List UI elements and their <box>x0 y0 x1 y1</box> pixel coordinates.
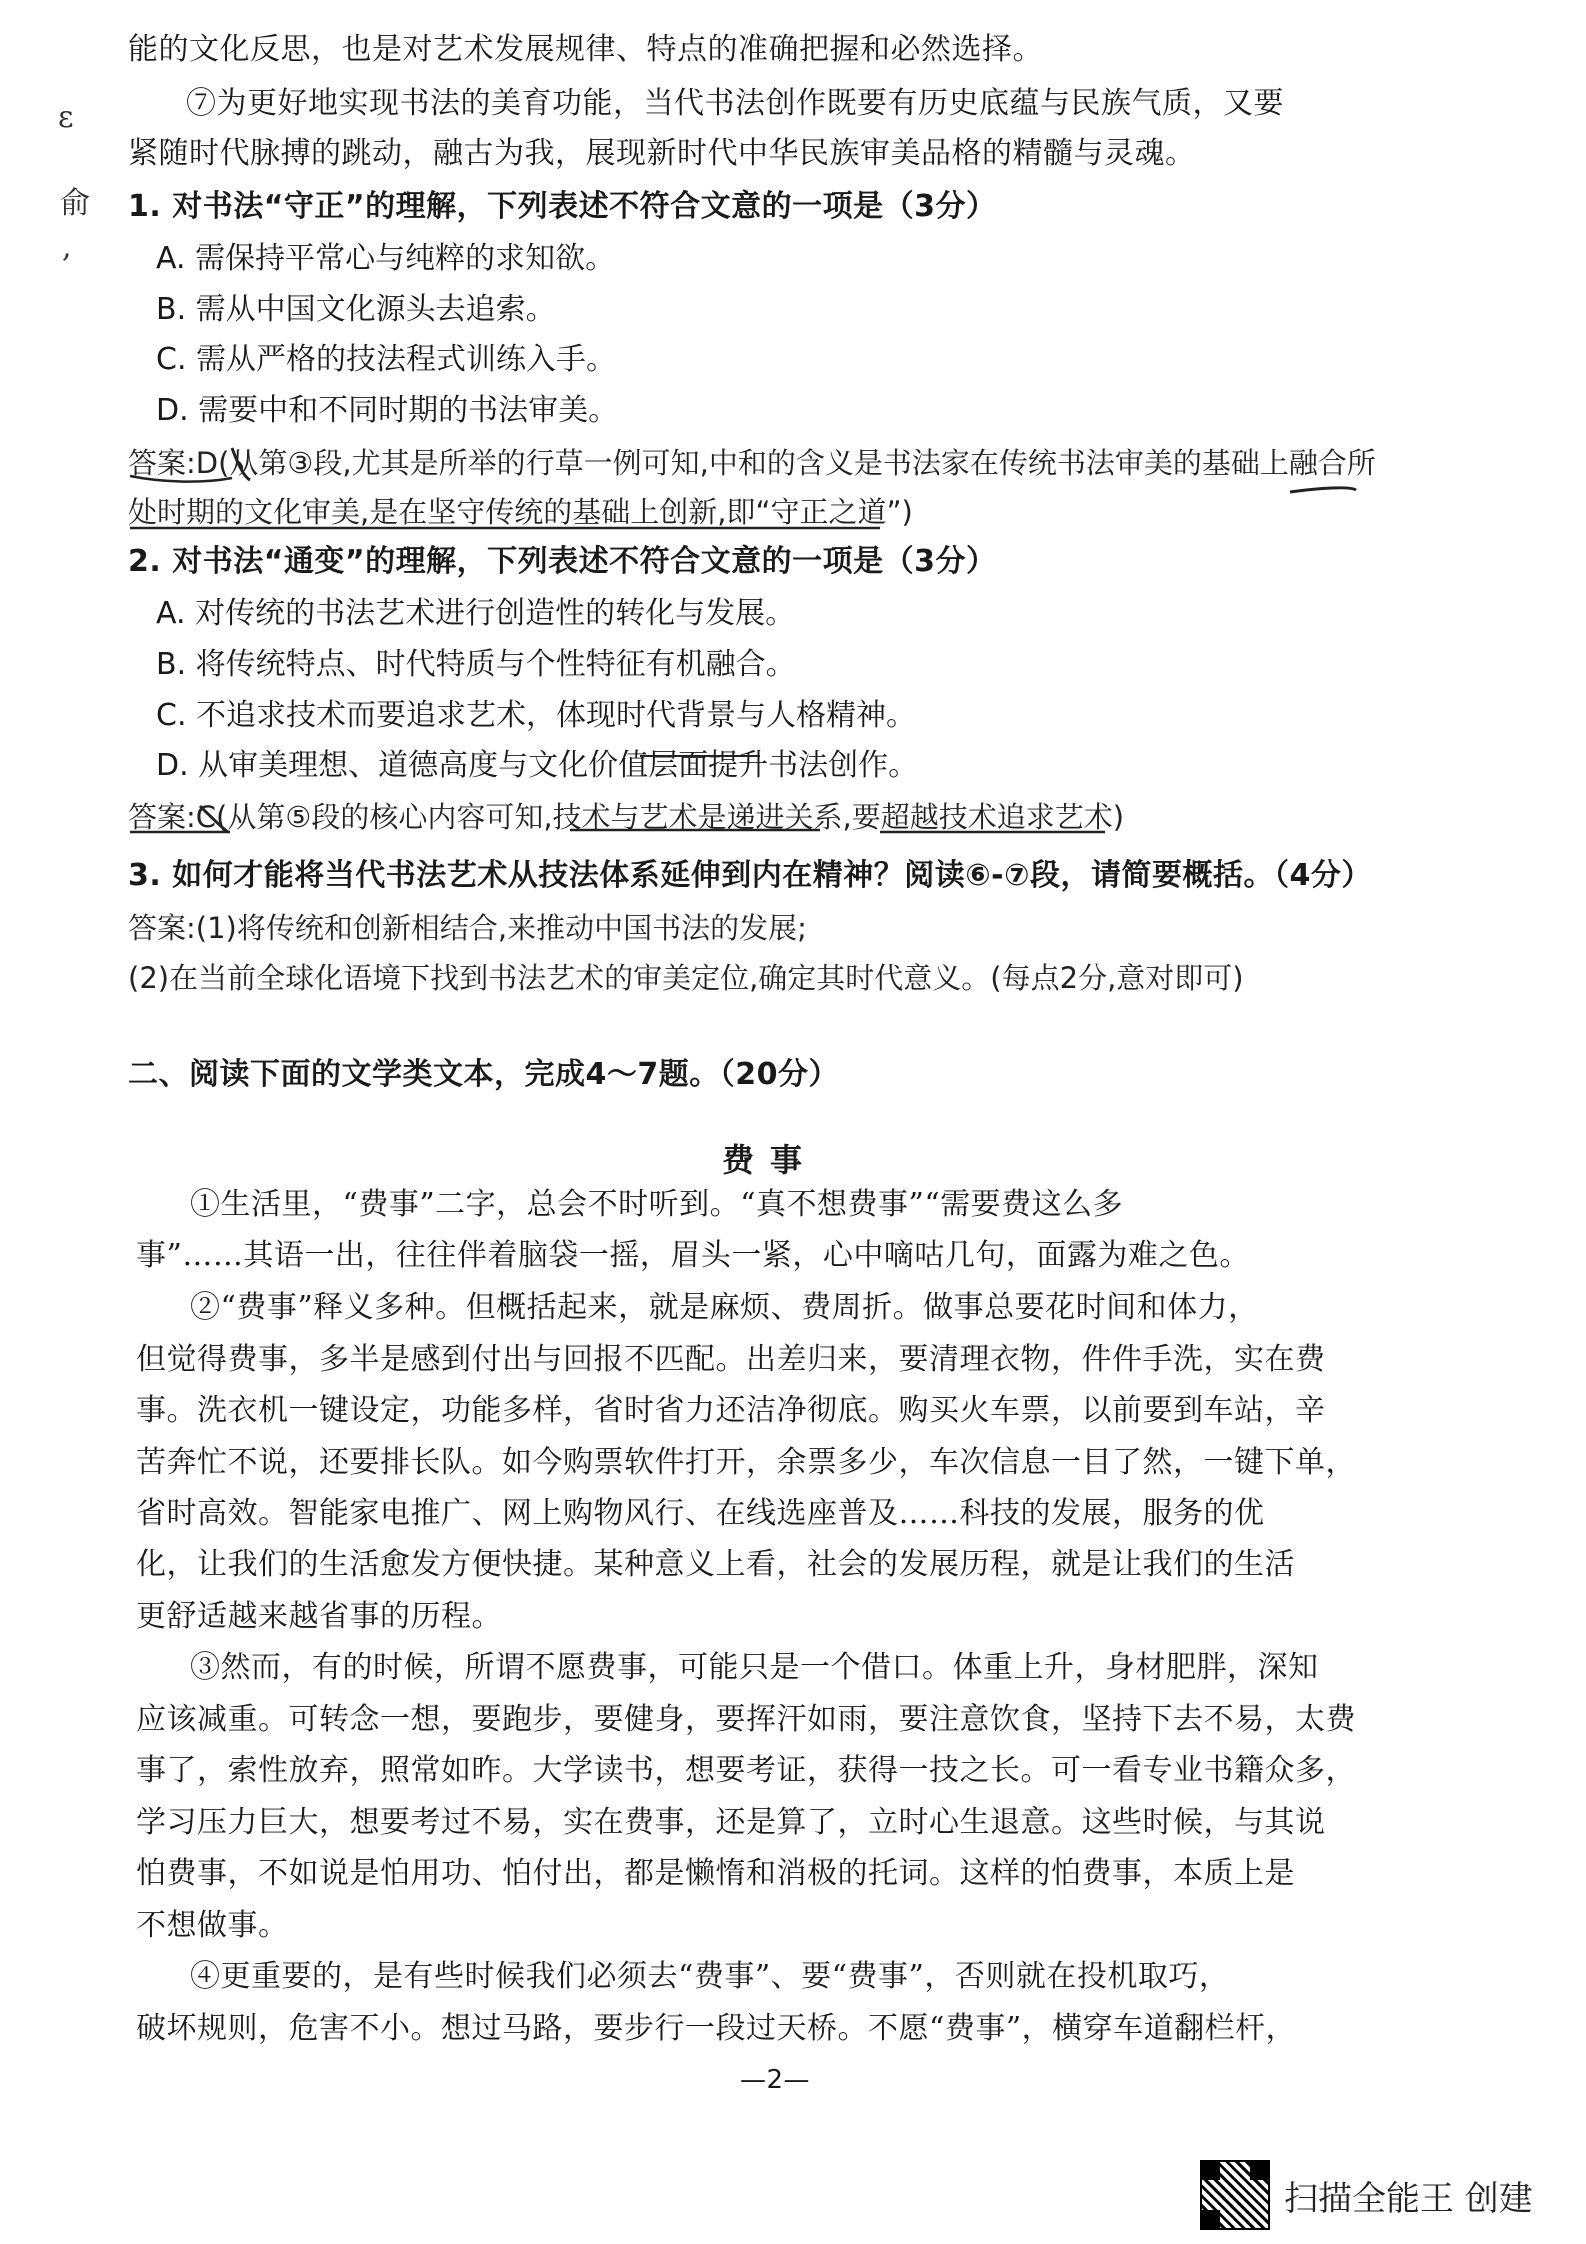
answer-text: 答案:(1)将传统和创新相结合,来推动中国书法的发展; <box>128 911 807 945</box>
answer-text: 答案:D(从第③段,尤其是所举的行草一例可知,中和的含义是书法家在传统书法审美的基础上融合所 <box>128 446 1376 480</box>
answer-text: 处时期的文化审美,是在坚守传统的基础上创新,即“守正之道”) <box>128 495 913 529</box>
option-c: C. 需从严格的技法程式训练入手。 <box>156 342 617 377</box>
question-3: 3. 如何才能将当代书法艺术从技法体系延伸到内在精神？阅读⑥-⑦段，请简要概括。（4分） <box>128 858 1372 893</box>
margin-mark: , <box>62 230 72 265</box>
paragraph-line: ④更重要的，是有些时候我们必须去“费事”、要“费事”，否则就在投机取巧， <box>190 1959 1230 1994</box>
paragraph-line: ②“费事”释义多种。但概括起来，就是麻烦、费周折。做事总要花时间和体力， <box>190 1290 1259 1325</box>
qr-code-icon <box>1200 2160 1270 2230</box>
paragraph-line: 更舒适越来越省事的历程。 <box>136 1599 502 1634</box>
text-line: 紧随时代脉搏的跳动，融古为我，展现新时代中华民族审美品格的精髓与灵魂。 <box>128 136 1196 171</box>
option-b: B. 需从中国文化源头去追索。 <box>156 292 556 327</box>
margin-mark: 俞 <box>60 186 90 221</box>
answer-text: (2)在当前全球化语境下找到书法艺术的审美定位,确定其时代意义。(每点2分,意对即可) <box>128 961 1244 995</box>
option-c: C. 不追求技术而要追求艺术，体现时代背景与人格精神。 <box>156 698 917 733</box>
paragraph-line: 但觉得费事，多半是感到付出与回报不匹配。出差归来，要清理衣物，件件手洗，实在费 <box>136 1342 1326 1377</box>
option-b: B. 将传统特点、时代特质与个性特征有机融合。 <box>156 647 796 682</box>
paragraph-line: 苦奔忙不说，还要排长队。如今购票软件打开，余票多少，车次信息一目了然，一键下单， <box>136 1445 1356 1480</box>
paragraph-line: ③然而，有的时候，所谓不愿费事，可能只是一个借口。体重上升，身材肥胖，深知 <box>190 1650 1319 1685</box>
watermark-text: 扫描全能王 创建 <box>1284 2178 1533 2219</box>
option-a: A. 对传统的书法艺术进行创造性的转化与发展。 <box>156 596 796 631</box>
option-d: D. 需要中和不同时期的书法审美。 <box>156 393 619 428</box>
page-number: —2— <box>740 2065 811 2095</box>
question-2: 2. 对书法“通变”的理解，下列表述不符合文意的一项是（3分） <box>128 544 997 579</box>
paragraph-line: 学习压力巨大，想要考过不易，实在费事，还是算了，立时心生退意。这些时候，与其说 <box>136 1805 1326 1840</box>
margin-mark: ɛ <box>58 100 74 135</box>
paragraph-line: 不想做事。 <box>136 1908 289 1943</box>
paragraph-line: 怕费事，不如说是怕用功、怕付出，都是懒惰和消极的托词。这样的怕费事，本质上是 <box>136 1856 1295 1891</box>
paragraph-line: 化，让我们的生活愈发方便快捷。某种意义上看，社会的发展历程，就是让我们的生活 <box>136 1547 1295 1582</box>
paragraph-line: 事”……其语一出，往往伴着脑袋一摇，眉头一紧，心中嘀咕几句，面露为难之色。 <box>136 1238 1250 1273</box>
paragraph-line: 应该减重。可转念一想，要跑步，要健身，要挥汗如雨，要注意饮食，坚持下去不易，太费 <box>136 1702 1356 1737</box>
question-1: 1. 对书法“守正”的理解，下列表述不符合文意的一项是（3分） <box>128 189 997 224</box>
paragraph-line: ①生活里，“费事”二字，总会不时听到。“真不想费事”“需要费这么多 <box>190 1187 1124 1222</box>
answer-text: 答案:C(从第⑤段的核心内容可知,技术与艺术是递进关系,要超越技术追求艺术) <box>128 800 1125 834</box>
text-line: 能的文化反思，也是对艺术发展规律、特点的准确把握和必然选择。 <box>128 32 1043 67</box>
paragraph-line: 事了，索性放弃，照常如昨。大学读书，想要考证，获得一技之长。可一看专业书籍众多， <box>136 1753 1356 1788</box>
text-line: ⑦为更好地实现书法的美育功能，当代书法创作既要有历史底蕴与民族气质，又要 <box>186 86 1284 121</box>
scanner-watermark <box>1200 2160 1560 2230</box>
article-title: 费事 <box>722 1141 819 1179</box>
section-heading: 二、阅读下面的文学类文本，完成4～7题。（20分） <box>128 1057 839 1092</box>
option-d: D. 从审美理想、道德高度与文化价值层面提升书法创作。 <box>156 748 919 783</box>
paragraph-line: 破坏规则，危害不小。想过马路，要步行一段过天桥。不愿“费事”，横穿车道翻栏杆， <box>136 2011 1297 2046</box>
option-a: A. 需保持平常心与纯粹的求知欲。 <box>156 241 616 276</box>
ink-underline <box>1290 488 1356 492</box>
paragraph-line: 省时高效。智能家电推广、网上购物风行、在线选座普及……科技的发展，服务的优 <box>136 1496 1265 1531</box>
paragraph-line: 事。洗衣机一键设定，功能多样，省时省力还洁净彻底。购买火车票，以前要到车站，辛 <box>136 1393 1326 1428</box>
